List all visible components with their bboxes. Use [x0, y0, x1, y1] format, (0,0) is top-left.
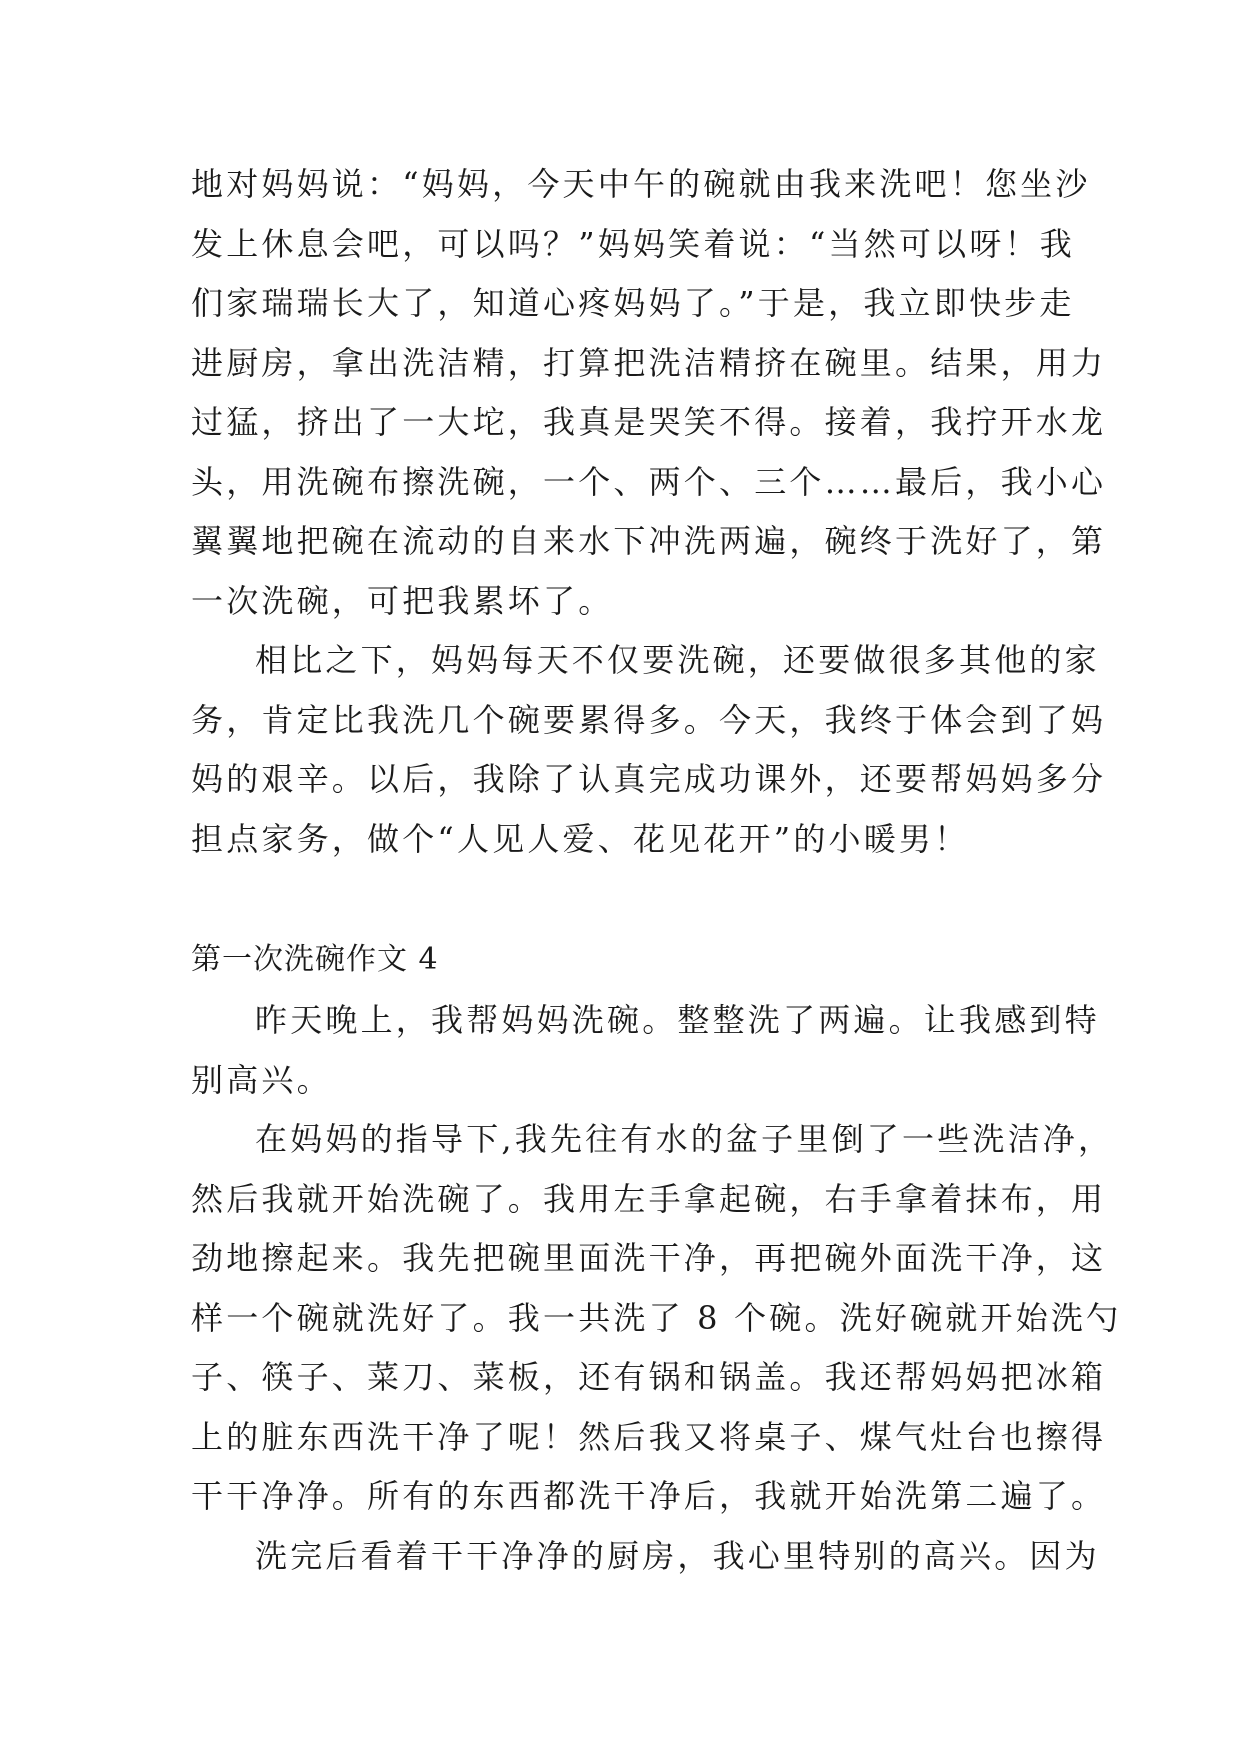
text-line: 进厨房，拿出洗洁精，打算把洗洁精挤在碗里。结果，用力	[191, 343, 1107, 382]
text-line: 们家瑞瑞长大了，知道心疼妈妈了。”于是，我立即快步走	[191, 284, 1075, 322]
text-line: 洗完后看着干干净净的厨房，我心里特别的高兴。因为	[255, 1536, 1100, 1575]
text-line: 担点家务，做个“人见人爱、花见花开”的小暖男！	[191, 819, 970, 858]
text-line: 发上休息会吧，可以吗？”妈妈笑着说：“当然可以呀！我	[191, 224, 1075, 263]
text-line: 劲地擦起来。我先把碗里面洗干净，再把碗外面洗干净，这	[191, 1239, 1107, 1277]
text-line: 上的脏东西洗干净了呢！然后我又将桌子、煤气灶台也擦得	[191, 1417, 1107, 1456]
paragraph-3	[191, 991, 1100, 1110]
text-line: 干干净净。所有的东西都洗干净后，我就开始洗第二遍了。	[191, 1477, 1107, 1515]
paragraph-4	[191, 1110, 1122, 1527]
text-line: 一次洗碗，可把我累坏了。	[191, 581, 614, 620]
text-line: 头，用洗碗布擦洗碗，一个、两个、三个……最后，我小心	[191, 462, 1107, 501]
text-line: 过猛，挤出了一大坨，我真是哭笑不得。接着，我拧开水龙	[191, 403, 1107, 441]
document-page	[191, 155, 1122, 1586]
text-line: 翼翼地把碗在流动的自来水下冲洗两遍，碗终于洗好了，第	[191, 522, 1107, 560]
text-line: 样一个碗就洗好了。我一共洗了 8 个碗。洗好碗就开始洗勺	[191, 1298, 1122, 1337]
text-line: 别高兴。	[191, 1060, 332, 1099]
paragraph-5	[191, 1527, 1100, 1587]
text-line: 昨天晚上，我帮妈妈洗碗。整整洗了两遍。让我感到特	[255, 1001, 1100, 1039]
text-line: 相比之下，妈妈每天不仅要洗碗，还要做很多其他的家	[255, 641, 1100, 679]
paragraph-1	[191, 155, 1107, 631]
text-line: 务，肯定比我洗几个碗要累得多。今天，我终于体会到了妈	[191, 700, 1107, 739]
paragraph-2	[191, 631, 1107, 869]
section-title: 第一次洗碗作文 4	[191, 942, 439, 977]
text-line: 妈的艰辛。以后，我除了认真完成功课外，还要帮妈妈多分	[191, 760, 1107, 798]
text-line: 然后我就开始洗碗了。我用左手拿起碗，右手拿着抹布，用	[191, 1179, 1107, 1218]
text-line: 地对妈妈说：“妈妈，今天中午的碗就由我来洗吧！您坐沙	[191, 165, 1091, 203]
section-spacer	[191, 869, 1071, 929]
text-line: 子、筷子、菜刀、菜板，还有锅和锅盖。我还帮妈妈把冰箱	[191, 1358, 1107, 1396]
text-line: 在妈妈的指导下,我先往有水的盆子里倒了一些洗洁净，	[255, 1120, 1114, 1158]
